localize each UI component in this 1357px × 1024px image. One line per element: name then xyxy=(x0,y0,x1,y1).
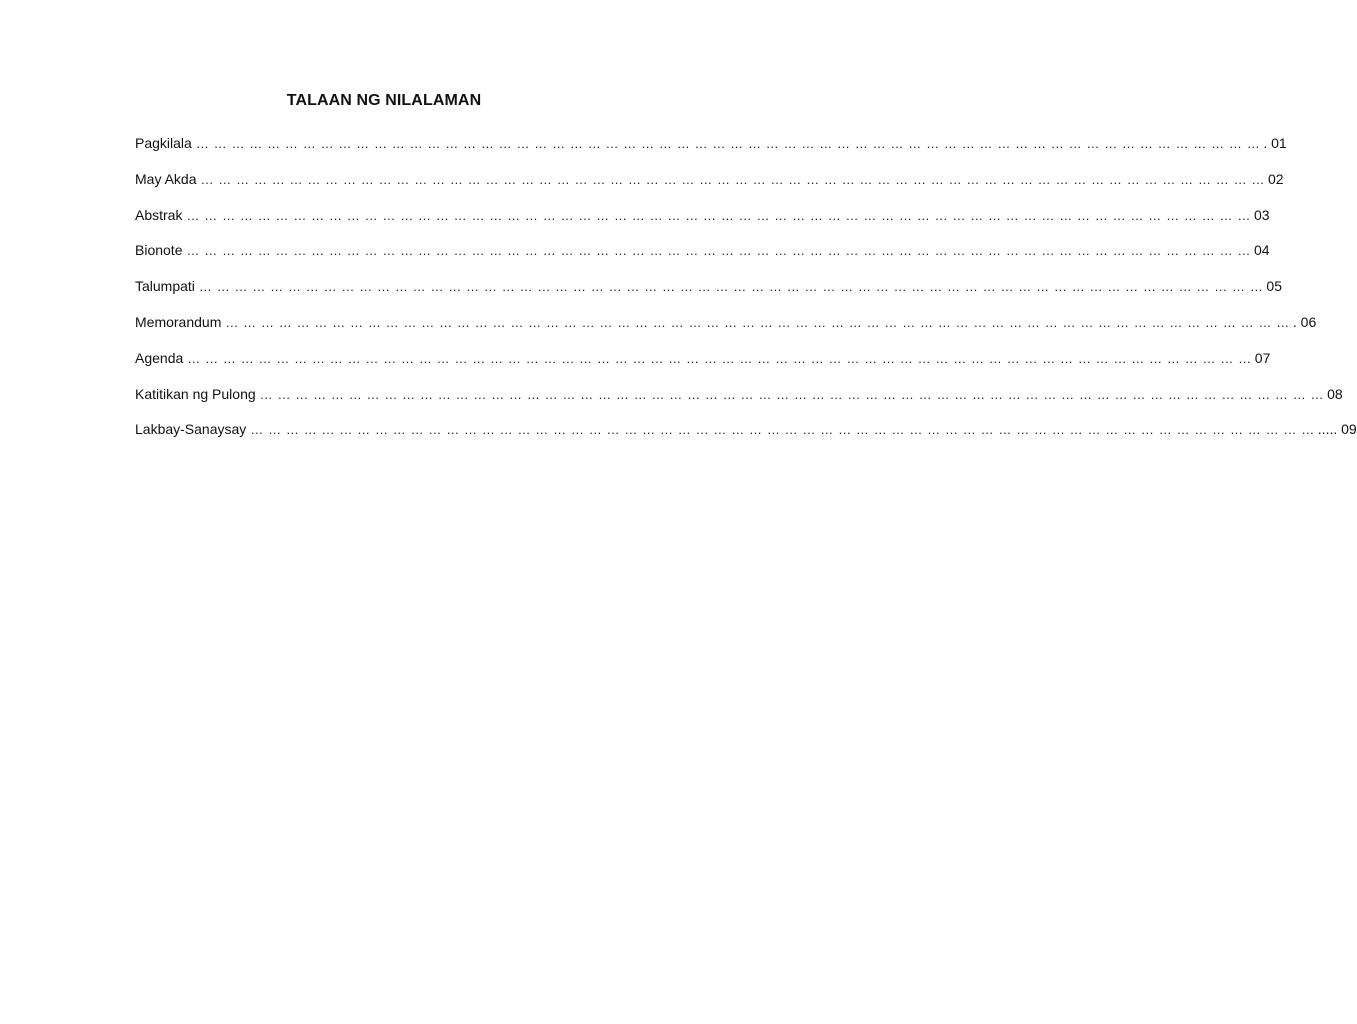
toc-entry-lakbay-sanaysay xyxy=(135,420,1357,456)
toc-page-number: . 06 xyxy=(1292,313,1317,330)
toc-entry-bionote xyxy=(135,241,1270,277)
toc-dot-leader: … … … … … … … … … … … … … … … … … … … … … … … … … … … … … … … … … … … … … … … … … … … … … … … … … … … … … … … … … … … … xyxy=(259,386,1325,402)
toc-entry-label: Talumpati xyxy=(135,278,195,295)
toc-entry-label: May Akda xyxy=(135,170,197,187)
page-title: TALAAN NG NILALAMAN xyxy=(286,92,482,109)
toc-entry-agenda xyxy=(135,349,1271,385)
toc-dot-leader: … … … … … … … … … … … … … … … … … … … … … … … … … … … … … … … … … … … … … … … … … … … … … … … … … … … … … … … … … … … … xyxy=(186,207,1251,223)
toc-dot-leader: … … … … … … … … … … … … … … … … … … … … … … … … … … … … … … … … … … … … … … … … … … … … … … … … … … … … … … … … … … … … xyxy=(198,279,1264,295)
toc-entry-label: Bionote xyxy=(135,242,183,259)
toc-dot-leader: … … … … … … … … … … … … … … … … … … … … … … … … … … … … … … … … … … … … … … … … … … … … … … … … … … … … … … … … … … … … xyxy=(186,243,1251,259)
toc-entry-label: Katitikan ng Pulong xyxy=(135,385,256,402)
toc-dot-leader: … … … … … … … … … … … … … … … … … … … … … … … … … … … … … … … … … … … … … … … … … … … … … … … … … … … … … … … … … … … … xyxy=(225,314,1290,330)
toc-page-number: 04 xyxy=(1253,242,1270,259)
toc-entry-label: Pagkilala xyxy=(135,135,192,151)
toc-entry-talumpati xyxy=(135,277,1282,313)
table-of-contents xyxy=(135,134,1357,456)
toc-page-number: . 01 xyxy=(1263,135,1287,151)
toc-page-number: 07 xyxy=(1254,349,1271,366)
toc-page-number: 08 xyxy=(1327,385,1343,402)
toc-dot-leader: … … … … … … … … … … … … … … … … … … … … … … … … … … … … … … … … … … … … … … … … … … … … … … … … … … … … … … … … … … … … xyxy=(250,422,1315,438)
toc-dot-leader: … … … … … … … … … … … … … … … … … … … … … … … … … … … … … … … … … … … … … … … … … … … … … … … … … … … … … … … … … … … … xyxy=(187,350,1252,366)
toc-dot-leader: … … … … … … … … … … … … … … … … … … … … … … … … … … … … … … … … … … … … … … … … … … … … … … … … … … … … … … … … … … … … xyxy=(200,171,1265,187)
toc-entry-label: Abstrak xyxy=(135,206,183,223)
toc-entry-pagkilala xyxy=(135,134,1287,170)
toc-page-number: 03 xyxy=(1253,206,1270,223)
toc-entry-label: Lakbay-Sanaysay xyxy=(135,421,247,438)
toc-page-number: ..... 09 xyxy=(1317,421,1357,438)
toc-page-number: 02 xyxy=(1267,170,1284,187)
toc-entry-memorandum xyxy=(135,313,1317,349)
toc-entry-abstrak xyxy=(135,206,1270,242)
toc-entry-may-akda xyxy=(135,170,1284,206)
toc-entry-label: Agenda xyxy=(135,349,184,366)
toc-page-number: 05 xyxy=(1266,278,1282,295)
toc-entry-katitikan-ng-pulong xyxy=(135,385,1343,421)
toc-entry-label: Memorandum xyxy=(135,313,222,330)
toc-dot-leader: … … … … … … … … … … … … … … … … … … … … … … … … … … … … … … … … … … … … … … … … … … … … … … … … … … … … … … … … … … … … xyxy=(195,136,1261,151)
